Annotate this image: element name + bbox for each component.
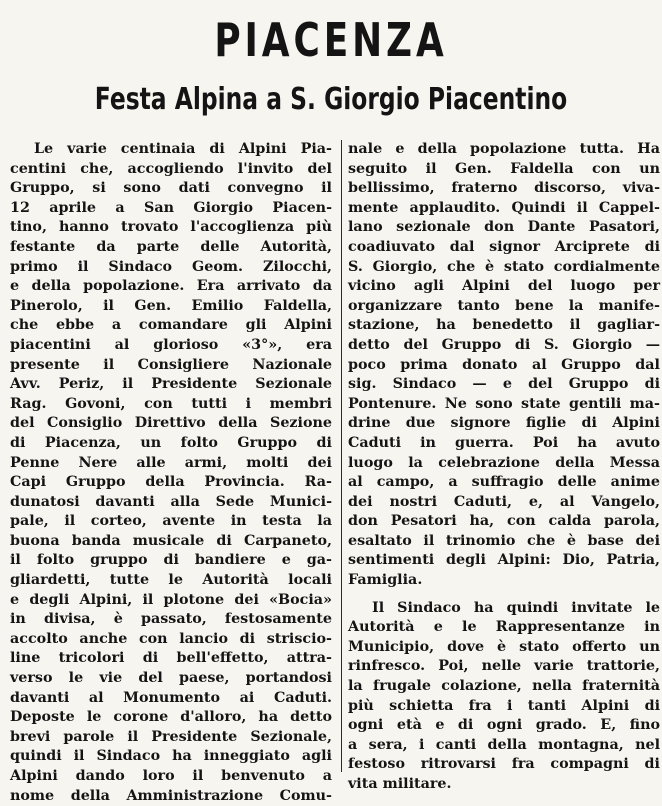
text-line: S. Giorgio, che è stato cordialmente	[348, 258, 660, 275]
text-line: buona banda musicale di Carpaneto,	[10, 532, 332, 549]
text-line: e della popolazione. Era arrivato da	[10, 278, 332, 295]
text-line: tino, hanno trovato l'accoglienza più	[10, 219, 332, 236]
text-line: bellissimo, fraterno discorso, viva-	[348, 180, 660, 197]
text-line: in divisa, è passato, festosamente	[10, 611, 332, 628]
text-line: Il Sindaco ha quindi invitate le	[372, 599, 660, 616]
text-line: coadiuvato dal signor Arciprete di	[348, 238, 660, 255]
text-line: stazione, ha benedetto il gagliar-	[348, 317, 660, 334]
text-line: dunatosi davanti alla Sede Munici-	[10, 493, 332, 510]
text-line: Caduti in guerra. Poi ha avuto	[348, 434, 660, 451]
text-line: del Consiglio Direttivo della Sezione	[10, 415, 332, 432]
text-line: vita militare.	[348, 776, 452, 792]
text-line: rinfresco. Poi, nelle varie trattorie,	[348, 658, 660, 675]
text-line: Avv. Periz, il Presidente Sezionale	[10, 376, 332, 393]
paragraph-gap	[348, 591, 660, 599]
text-line: centini che, accogliendo l'invito del	[10, 160, 332, 177]
text-line: line tricolori di bell'effetto, attra-	[10, 650, 332, 667]
text-line: festante da parte delle Autorità,	[10, 238, 332, 255]
text-line: più schietta fra i tanti Alpini di	[348, 697, 660, 714]
text-line: Famiglia.	[348, 572, 423, 589]
text-line: organizzare tanto bene la manife-	[348, 297, 660, 314]
text-line: sig. Sindaco — e del Gruppo di	[348, 376, 660, 393]
text-line: Autorità e le Rappresentanze in	[348, 619, 660, 636]
text-line: primo il Sindaco Geom. Zilocchi,	[10, 258, 332, 275]
text-line: gliardetti, tutte le Autorità locali	[10, 572, 332, 589]
text-line: davanti al Monumento ai Caduti.	[10, 689, 332, 706]
text-line: di Piacenza, un folto Gruppo di	[10, 434, 332, 451]
text-line: lano sezionale don Dante Pasatori,	[348, 219, 660, 236]
text-line: Capi Gruppo della Provincia. Ra-	[10, 474, 332, 491]
text-line: sentimenti degli Alpini: Dio, Patria,	[348, 552, 660, 569]
text-line: Penne Nere alle armi, molti dei	[10, 454, 332, 471]
text-line: la frugale colazione, nella fraternità	[348, 678, 660, 695]
text-line: vicino agli Alpini del luogo per	[348, 278, 660, 295]
text-line: Deposte le corone d'alloro, ha detto	[10, 709, 332, 726]
text-line: ogni età e di ogni grado. E, fino	[348, 717, 660, 734]
text-line: seguito il Gen. Faldella con un	[348, 160, 660, 177]
text-line: don Pesatori ha, con calda parola,	[348, 513, 660, 530]
text-line: accolto anche con lancio di striscio-	[10, 630, 332, 647]
article-body	[10, 140, 660, 804]
text-line: Municipio, dove è stato offerto un	[348, 638, 660, 655]
text-line: il folto gruppo di bandiere e ga-	[10, 552, 332, 569]
text-line: verso le vie del paese, portandosi	[10, 670, 332, 687]
text-line: esaltato il trinomio che è base dei	[348, 532, 660, 549]
text-line: dei nostri Caduti, e, al Vangelo,	[348, 493, 660, 510]
text-line: Pontenure. Ne sono state gentili ma-	[348, 395, 660, 412]
text-line: Rag. Govoni, con tutti i membri	[10, 395, 332, 412]
text-line: Le varie centinaia di Alpini Pia-	[34, 141, 332, 157]
text-line: al campo, a suffragio delle anime	[348, 474, 660, 491]
column-right	[348, 140, 660, 795]
text-line: brevi parole il Presidente Sezionale,	[10, 728, 332, 745]
text-line: e degli Alpini, il plotone dei «Bocia»	[10, 591, 332, 608]
text-line: Gruppo, si sono dati convegno il	[10, 180, 332, 197]
headline: PIACENZA	[214, 13, 448, 67]
text-line: pale, il corteo, avente in testa la	[10, 513, 332, 530]
text-line: nale e della popolazione tutta. Ha	[348, 141, 660, 157]
text-line: festoso ritrovarsi fra compagni di	[348, 756, 660, 773]
text-line: drine due signore figlie di Alpini	[348, 415, 660, 432]
text-line: poco prima donato al Gruppo dal	[348, 356, 660, 373]
text-line: 12 aprile a San Giorgio Piacen-	[10, 199, 332, 216]
column-divider	[341, 140, 342, 772]
subheadline: Festa Alpina a S. Giorgio Piacentino	[94, 82, 568, 117]
text-line: quindi il Sindaco ha inneggiato agli	[10, 748, 332, 765]
text-line: Alpini dando loro il benvenuto a	[10, 768, 332, 784]
text-line: nome della Amministrazione Comu-	[10, 787, 332, 804]
text-line: che ebbe a comandare gli Alpini	[10, 317, 332, 334]
text-line: presente il Consigliere Nazionale	[10, 356, 332, 373]
text-line: luogo la celebrazione della Messa	[348, 454, 660, 471]
text-line: piacentini al glorioso «3°», era	[10, 336, 332, 353]
text-line: mente applaudito. Quindi il Cappel-	[348, 199, 660, 216]
column-left	[10, 140, 332, 806]
text-line: a sera, i canti della montagna, nel	[348, 736, 660, 753]
text-line: Pinerolo, il Gen. Emilio Faldella,	[10, 297, 332, 314]
text-line: detto del Gruppo di S. Giorgio —	[348, 336, 660, 353]
